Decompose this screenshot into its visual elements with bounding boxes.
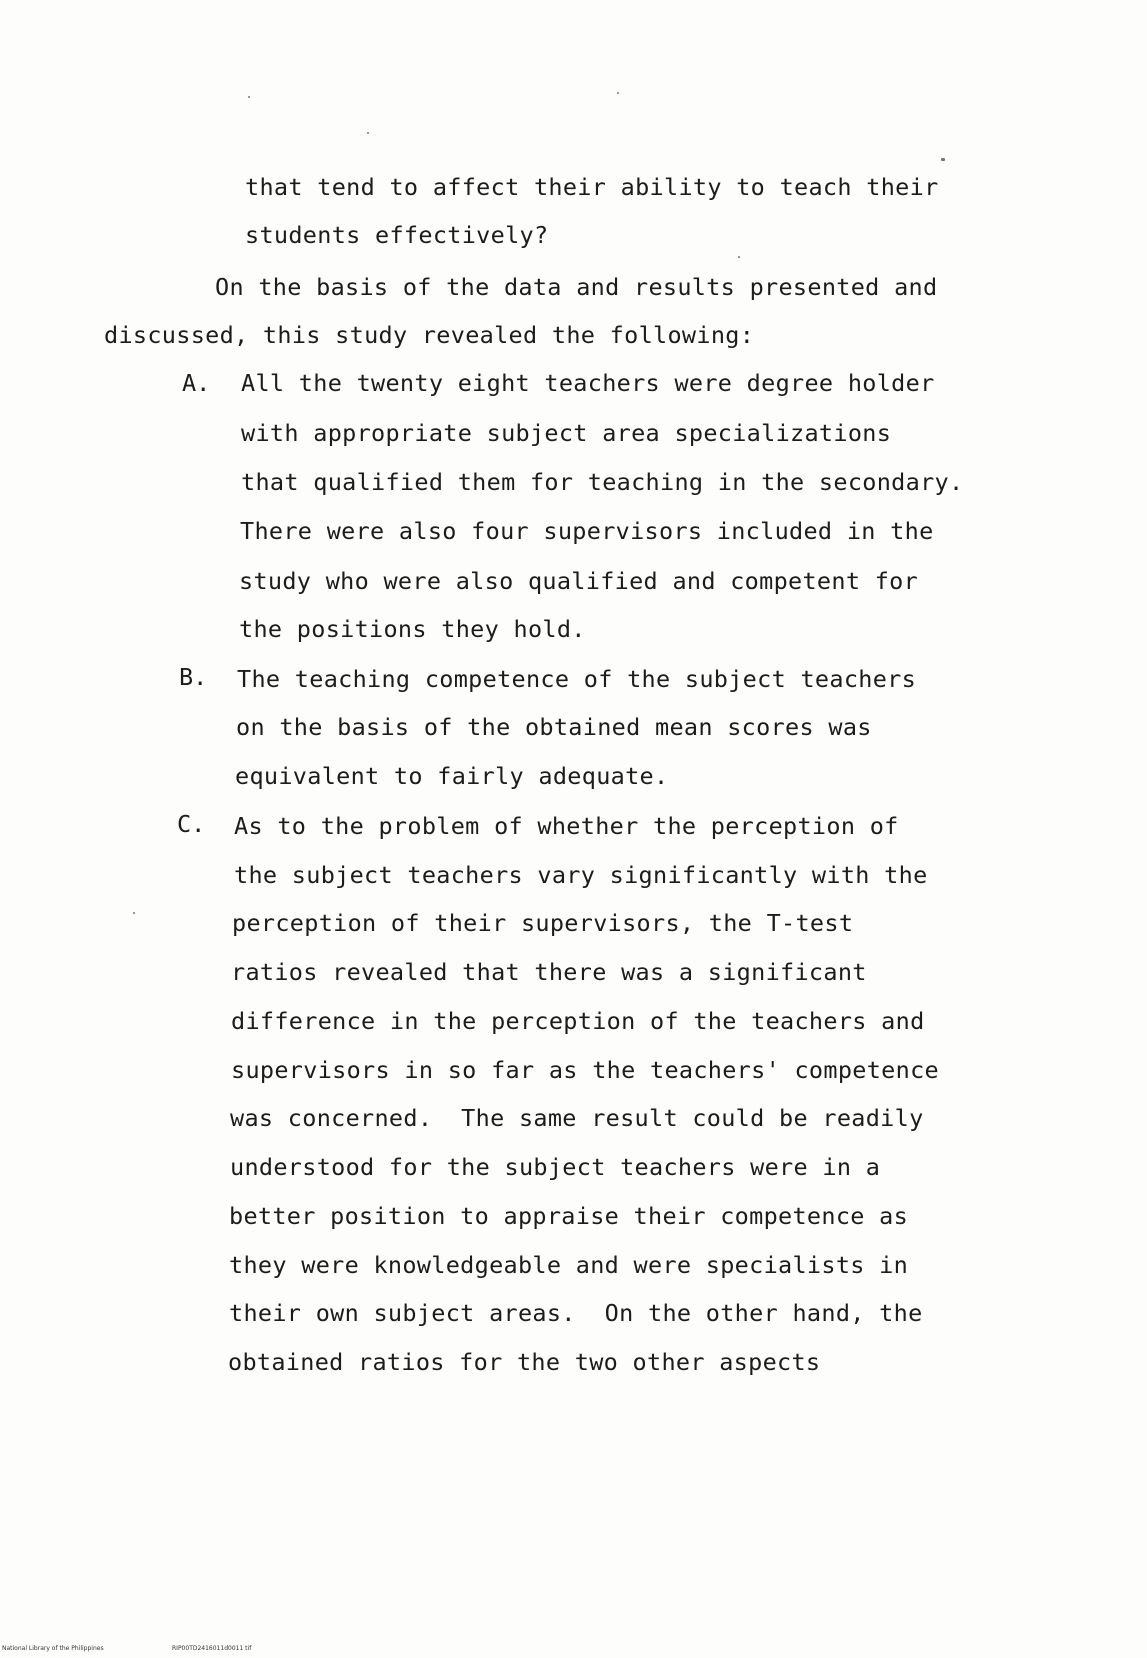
finding-c-line: difference in the perception of the teachers and	[231, 1007, 925, 1035]
finding-c-line: better position to appraise their competence as	[229, 1202, 909, 1230]
finding-c-line: was concerned. The same result could be readily	[230, 1104, 924, 1132]
finding-a-line: All the twenty eight teachers were degree holder	[241, 369, 935, 397]
finding-c-line: ratios revealed that there was a significant	[231, 958, 867, 986]
scan-speck	[617, 92, 619, 94]
finding-a-line: There were also four supervisors included in the	[240, 517, 934, 545]
finding-a-line: study who were also qualified and competent for	[239, 567, 919, 595]
finding-c-line: obtained ratios for the two other aspects	[228, 1348, 821, 1376]
scan-speck	[133, 912, 135, 914]
scan-speck	[367, 132, 369, 134]
scan-speck	[248, 96, 250, 98]
finding-marker-c: C.	[177, 810, 206, 838]
intro-line: that tend to affect their ability to teach their	[245, 173, 939, 201]
finding-marker-b: B.	[179, 663, 208, 691]
paragraph-line: On the basis of the data and results presented and	[215, 273, 938, 301]
finding-a-line: with appropriate subject area specializations	[241, 419, 892, 447]
paragraph-line: discussed, this study revealed the following:	[104, 321, 755, 349]
finding-b-line: on the basis of the obtained mean scores was	[236, 713, 872, 741]
finding-b-line: equivalent to fairly adequate.	[235, 762, 669, 790]
footer-library: National Library of the Philippines	[2, 1645, 104, 1652]
finding-a-line: that qualified them for teaching in the secondary.	[241, 468, 964, 496]
finding-b-line: The teaching competence of the subject teachers	[237, 665, 917, 693]
finding-c-line: As to the problem of whether the perception of	[234, 812, 899, 840]
intro-line: students effectively?	[245, 221, 549, 249]
finding-c-line: they were knowledgeable and were specialists in	[229, 1251, 909, 1279]
footer-file-id: RIP00TD2416011d0011 tif	[172, 1645, 252, 1652]
finding-c-line: perception of their supervisors, the T-test	[232, 909, 854, 937]
finding-a-line: the positions they hold.	[239, 615, 586, 643]
finding-marker-a: A.	[182, 369, 211, 397]
finding-c-line: their own subject areas. On the other hand, the	[229, 1299, 923, 1327]
scan-speck	[738, 256, 740, 258]
finding-c-line: understood for the subject teachers were in a	[230, 1153, 881, 1181]
finding-c-line: supervisors in so far as the teachers' competence	[231, 1056, 939, 1084]
finding-c-line: the subject teachers vary significantly with the	[234, 861, 928, 889]
scan-speck	[941, 158, 945, 161]
